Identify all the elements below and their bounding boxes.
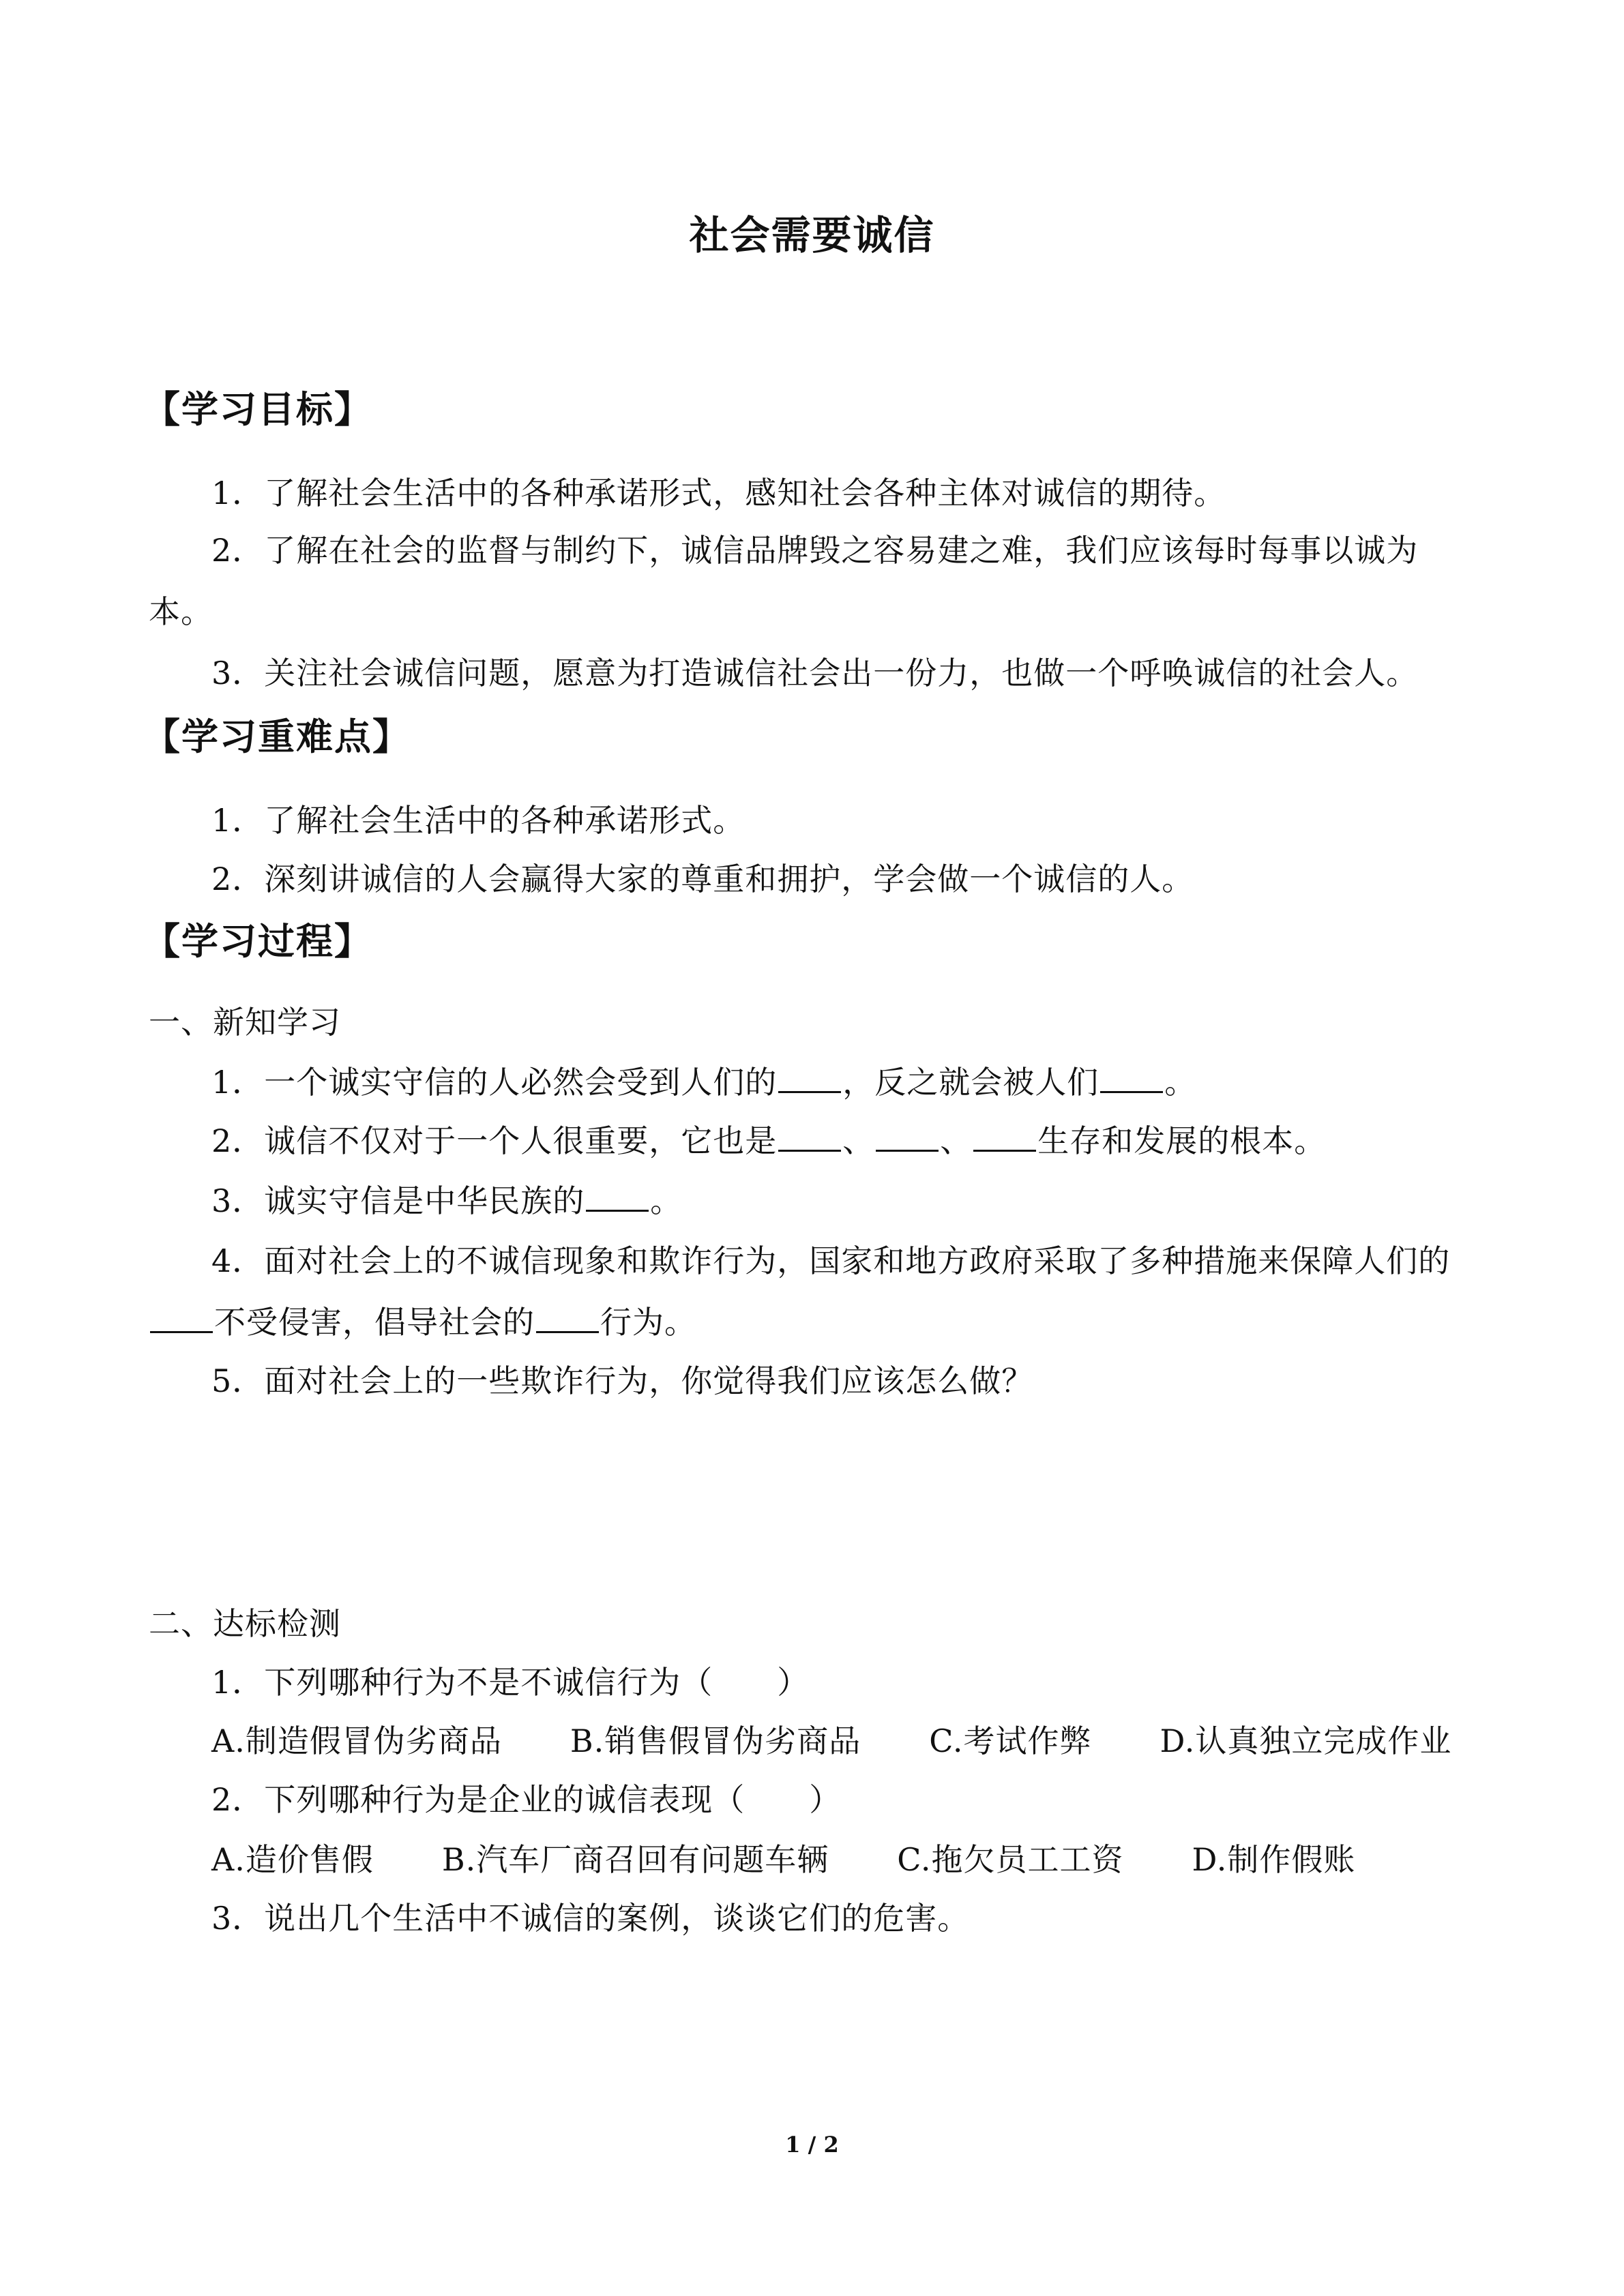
key-point-item-1: 1．了解社会生活中的各种承诺形式。 <box>211 802 745 839</box>
fill-question-3: 3．诚实守信是中华民族的 。 <box>211 1177 682 1225</box>
option-d: D.认真独立完成作业 <box>1160 1723 1452 1759</box>
goal-item-2-continued: 本。 <box>149 593 213 630</box>
fill-question-4-continued: 不受侵害，倡导社会的 行为。 <box>149 1298 696 1346</box>
option-b: B.汽车厂商召回有问题车辆 <box>441 1841 829 1878</box>
answer-blank <box>536 1301 599 1333</box>
answer-blank <box>973 1120 1036 1152</box>
fill-question-1: 1．一个诚实守信的人必然会受到人们的 ，反之就会被人们 。 <box>211 1058 1196 1106</box>
option-b: B.销售假冒伪劣商品 <box>570 1723 861 1759</box>
part-heading-new-knowledge: 一、新知学习 <box>149 1004 341 1041</box>
part-heading-assessment: 二、达标检测 <box>149 1605 341 1642</box>
open-question-5: 5．面对社会上的一些欺诈行为，你觉得我们应该怎么做？ <box>211 1362 1034 1399</box>
choice-question-1-options <box>211 1717 1451 1765</box>
answer-blank <box>876 1120 939 1152</box>
goal-item-2: 2．了解在社会的监督与制约下，诚信品牌毁之容易建之难，我们应该每时每事以诚为 <box>211 532 1419 569</box>
open-question-3: 3．说出几个生活中不诚信的案例，谈谈它们的危害。 <box>211 1900 970 1937</box>
option-c: C.考试作弊 <box>929 1723 1092 1759</box>
answer-blank <box>1100 1061 1163 1093</box>
key-point-item-2: 2．深刻讲诚信的人会赢得大家的尊重和拥护，学会做一个诚信的人。 <box>211 861 1194 897</box>
answer-blank <box>778 1061 841 1093</box>
section-heading-goals: 【学习目标】 <box>143 387 372 431</box>
answer-blank <box>778 1120 841 1152</box>
choice-question-2: 2．下列哪种行为是企业的诚信表现（ ） <box>211 1781 842 1818</box>
option-d: D.制作假账 <box>1192 1841 1356 1878</box>
answer-blank <box>150 1301 213 1333</box>
choice-question-2-options <box>211 1836 1355 1883</box>
option-c: C.拖欠员工工资 <box>897 1841 1124 1878</box>
option-a: A.制造假冒伪劣商品 <box>211 1723 502 1759</box>
option-a: A.造价售假 <box>211 1841 374 1878</box>
answer-blank <box>586 1180 649 1212</box>
choice-question-1: 1．下列哪种行为不是不诚信行为（ ） <box>211 1664 810 1701</box>
fill-question-4: 4．面对社会上的不诚信现象和欺诈行为，国家和地方政府采取了多种措施来保障人们的 <box>211 1242 1451 1279</box>
section-heading-process: 【学习过程】 <box>143 919 372 963</box>
goal-item-3: 3．关注社会诚信问题，愿意为打造诚信社会出一份力，也做一个呼唤诚信的社会人。 <box>211 655 1419 691</box>
goal-item-1: 1．了解社会生活中的各种承诺形式，感知社会各种主体对诚信的期待。 <box>211 475 1226 511</box>
page-number: 1 / 2 <box>785 2132 839 2158</box>
fill-question-2: 2．诚信不仅对于一个人很重要，它也是 、 、 生存和发展的根本。 <box>211 1117 1326 1165</box>
page-title: 社会需要诚信 <box>689 212 935 258</box>
section-heading-key-points: 【学习重难点】 <box>143 715 411 758</box>
